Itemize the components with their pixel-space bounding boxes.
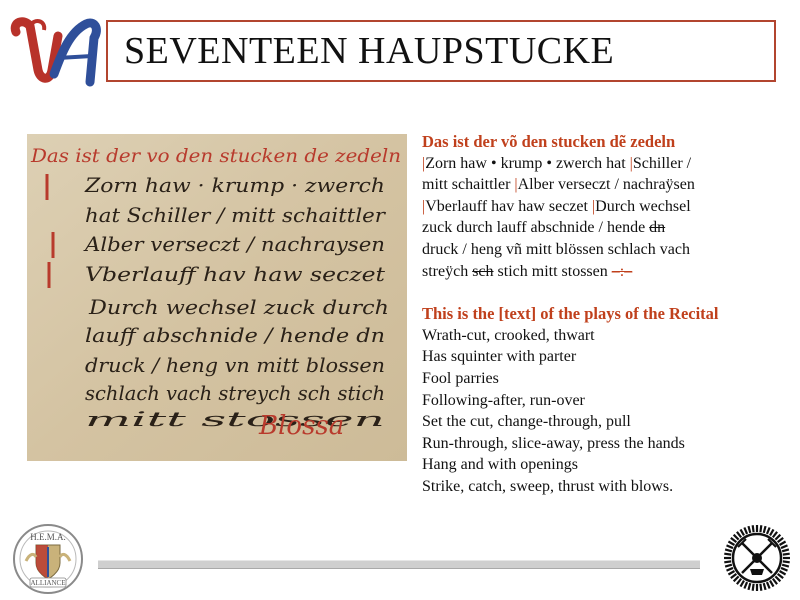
manuscript-line: Durch wechsel zuck durch: [87, 295, 389, 319]
german-text: Vberlauff hav haw seczet: [425, 197, 592, 215]
manuscript-line: schlach vach streych sch stich: [85, 381, 385, 405]
section-marker: |: [514, 176, 518, 194]
german-text: mitt schaittler: [422, 176, 515, 194]
sword-seal-logo: [722, 523, 792, 593]
german-line: [422, 239, 792, 261]
german-transcription: [422, 153, 792, 283]
german-text: dn: [649, 219, 666, 237]
title-box: [106, 20, 776, 82]
section-marker: |: [591, 197, 596, 215]
german-text: streÿch: [422, 262, 473, 280]
section-marker: |: [422, 197, 426, 215]
text-column: [422, 131, 792, 498]
german-text: Schiller /: [632, 154, 692, 172]
german-line: [422, 217, 792, 239]
english-line: Run-through, slice-away, press the hands: [422, 434, 685, 452]
page-title: SEVENTEEN HAUPSTUCKE: [124, 30, 615, 72]
manuscript-page-image: [27, 134, 407, 461]
manuscript-line: druck / heng vn mitt blossen: [85, 353, 385, 377]
hema-alliance-logo: [12, 523, 84, 595]
english-translation: [422, 325, 792, 498]
manuscript-blossa-word: Blossa: [259, 411, 345, 441]
section-marker: |: [629, 154, 633, 172]
german-text: stich mitt stossen: [493, 262, 612, 280]
manuscript-line: lauff abschnide / hende dn: [85, 323, 385, 347]
english-line: Following-after, run-over: [422, 391, 585, 409]
manuscript-line: Alber verseczt / nachraysen: [82, 232, 385, 256]
german-text: Durch wechsel: [595, 197, 691, 215]
german-text: Zorn haw • krump • zwerch hat: [425, 154, 630, 172]
english-heading: This is the [text] of the plays of the Recital: [422, 304, 719, 324]
german-text: sch: [472, 262, 494, 280]
svg-text:H.E.M.A.: H.E.M.A.: [30, 532, 66, 542]
manuscript-line: Zorn haw · krump · zwerch: [83, 173, 385, 197]
english-line: Fool parries: [422, 369, 499, 387]
english-line: Strike, catch, sweep, thrust with blows.: [422, 477, 674, 495]
wa-monogram-icon: [10, 12, 102, 90]
german-text: zuck durch lauff abschnide / hende: [422, 219, 650, 237]
german-text: druck / heng vñ mitt blössen schlach vach: [422, 240, 690, 258]
english-line: Wrath-cut, crooked, thwart: [422, 326, 595, 344]
manuscript-line: mitt stossen: [85, 407, 385, 431]
svg-text:ALLIANCE: ALLIANCE: [30, 579, 66, 587]
manuscript-line: Das ist der vo den stucken de zedeln: [29, 145, 401, 167]
footer-divider: [98, 560, 700, 569]
english-line: Set the cut, change-through, pull: [422, 413, 631, 431]
german-heading: Das ist der võ den stucken dẽ zedeln: [422, 132, 676, 151]
manuscript-line: Vberlauff hav haw seczet: [85, 262, 387, 286]
german-line: [422, 196, 792, 218]
english-line: Hang and with openings: [422, 456, 578, 474]
german-line: [422, 174, 792, 196]
manuscript-line: hat Schiller / mitt schaittler: [85, 203, 387, 227]
german-text: Alber verseczt / nachraÿsen: [517, 176, 695, 194]
german-line: [422, 261, 792, 283]
german-line: [422, 153, 792, 175]
section-marker: |: [422, 154, 426, 172]
english-line: Has squinter with parter: [422, 348, 577, 366]
german-text: –:–: [611, 262, 633, 280]
